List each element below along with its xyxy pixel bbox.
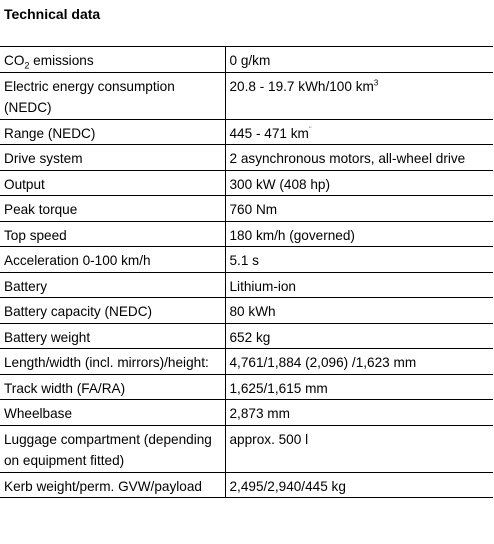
spec-value-text: 20.8 - 19.7 kWh/100 km: [229, 78, 374, 94]
spec-value: [225, 272, 493, 298]
table-row: [0, 221, 493, 247]
spec-label-text: Battery capacity (NEDC): [4, 304, 153, 319]
spec-value: [225, 145, 493, 171]
spec-label: [0, 221, 225, 247]
spec-value: [225, 425, 493, 472]
spec-label: [0, 145, 225, 171]
table-row: [0, 247, 493, 273]
spec-value-text: 760 Nm: [229, 202, 278, 217]
table-row: [0, 323, 493, 349]
spec-label-text: Track width (FA/RA): [4, 380, 126, 396]
spec-label-text: Range (NEDC): [4, 125, 96, 141]
spec-value: [225, 374, 493, 400]
spec-value-text: 180 km/h (governed): [229, 227, 355, 243]
spec-value: [225, 196, 493, 222]
table-row: [0, 400, 493, 426]
spec-value: [225, 72, 493, 119]
spec-value-footnote-mark: 3: [373, 77, 379, 87]
spec-label: [0, 323, 225, 349]
spec-label-text: Drive system: [4, 151, 83, 166]
spec-value-text: 300 kW (408 hp): [229, 176, 330, 192]
spec-label-subscript: 2: [24, 60, 30, 71]
spec-value-text: 652 kg: [229, 329, 271, 345]
spec-label: [0, 374, 225, 400]
spec-label: [0, 425, 225, 472]
spec-label: [0, 298, 225, 324]
spec-label-text: Battery: [4, 278, 48, 294]
spec-label: [0, 119, 225, 145]
spec-value-text: 445 - 471 km: [229, 125, 309, 141]
page-title: Technical data: [4, 6, 101, 22]
spec-label: [0, 400, 225, 426]
spec-label-text: Top speed: [4, 227, 67, 243]
spec-label: [0, 472, 225, 498]
spec-value: [225, 119, 493, 145]
table-row: [0, 72, 493, 119]
spec-value-text: 4,761/1,884 (2,096) /1,623 mm: [229, 355, 417, 370]
spec-value-text: 80 kWh: [229, 304, 276, 319]
spec-label: [0, 247, 225, 273]
table-row: [0, 349, 493, 375]
spec-value: [225, 247, 493, 273]
spec-label-text: Electric energy consumption (NEDC): [4, 78, 175, 115]
table-row: [0, 47, 493, 73]
spec-label: [0, 272, 225, 298]
spec-label-text: Length/width (incl. mirrors)/height:: [4, 355, 209, 370]
spec-label-text: Output: [4, 176, 45, 192]
spec-value: [225, 170, 493, 196]
spec-value: [225, 400, 493, 426]
spec-value-text: approx. 500 l: [229, 431, 309, 447]
spec-value: [225, 47, 493, 73]
spec-label-text: Acceleration 0-100 km/h: [4, 253, 151, 268]
table-row: [0, 272, 493, 298]
spec-label-text: Kerb weight/perm. GVW/payload: [4, 478, 202, 494]
spec-value-text: Lithium-ion: [229, 278, 296, 294]
spec-label: [0, 349, 225, 375]
table-row: [0, 170, 493, 196]
spec-value: [225, 323, 493, 349]
spec-label: [0, 47, 225, 73]
table-row: [0, 472, 493, 498]
table-row: [0, 298, 493, 324]
table-row: [0, 374, 493, 400]
table-row: [0, 145, 493, 171]
table-row: [0, 196, 493, 222]
spec-value-text: 0 g/km: [229, 53, 271, 68]
spec-label: [0, 196, 225, 222]
spec-label-text: Luggage compartment (depending on equipment fitted): [4, 431, 212, 468]
spec-label-text: Battery weight: [4, 329, 91, 345]
spec-value-text: 2,495/2,940/445 kg: [229, 478, 346, 494]
spec-value-text: 1,625/1,615 mm: [229, 380, 328, 396]
spec-value-text: 5.1 s: [229, 253, 259, 268]
spec-label-text: Peak torque: [4, 202, 78, 217]
spec-label-text: Wheelbase: [4, 406, 73, 421]
spec-value: [225, 349, 493, 375]
spec-label: [0, 72, 225, 119]
spec-value: [225, 298, 493, 324]
spec-label: [0, 170, 225, 196]
spec-value-text: 2,873 mm: [229, 406, 290, 421]
table-row: [0, 425, 493, 472]
spec-label-text: CO: [4, 53, 25, 68]
technical-data-table: [0, 46, 493, 498]
table-row: [0, 119, 493, 145]
spec-value-text: 2 asynchronous motors, all-wheel drive: [229, 151, 466, 166]
spec-label-suffix: emissions: [29, 53, 94, 68]
spec-value: [225, 221, 493, 247]
spec-value: [225, 472, 493, 498]
technical-data-rows: [0, 47, 493, 498]
spec-value-footnote-mark: ¨: [308, 124, 312, 134]
